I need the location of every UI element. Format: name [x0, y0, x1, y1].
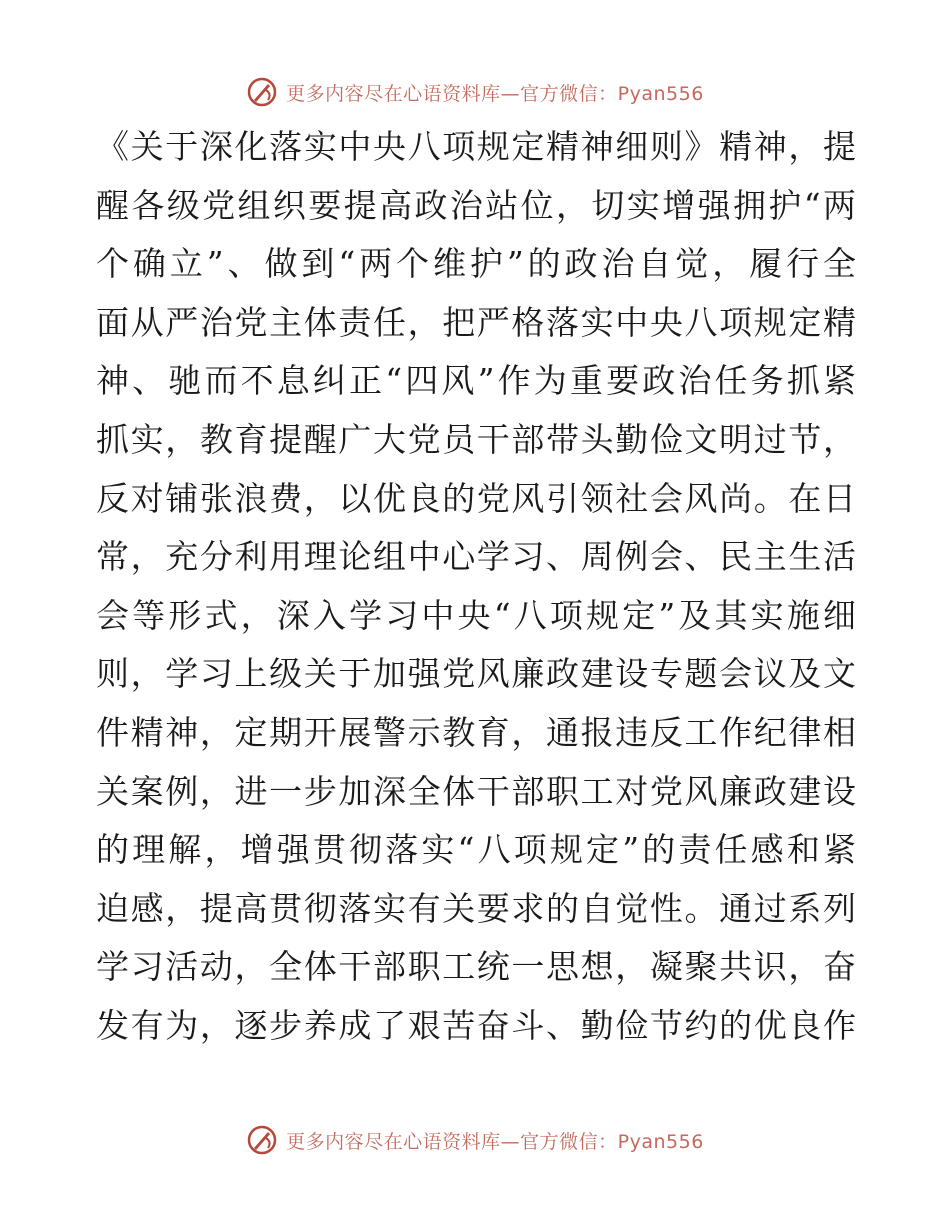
quill-logo-icon	[246, 76, 278, 108]
header-banner-text: 更多内容尽在心语资料库—官方微信：Pyan556	[286, 82, 704, 105]
body-line: 会等形式，深入学习中央“八项规定”及其实施细	[96, 595, 856, 635]
body-line: 神、驰而不息纠正“四风”作为重要政治任务抓紧	[96, 361, 856, 401]
page-header-banner	[0, 70, 950, 114]
body-line: 抓实，教育提醒广大党员干部带头勤俭文明过节，	[96, 419, 856, 459]
body-line: 件精神，定期开展警示教育，通报违反工作纪律相	[96, 712, 856, 752]
footer-banner-text: 更多内容尽在心语资料库—官方微信：Pyan556	[286, 1130, 704, 1153]
body-line: 常，充分利用理论组中心学习、周例会、民主生活	[96, 537, 856, 577]
body-line: 关案例，进一步加深全体干部职工对党风廉政建设	[96, 771, 856, 811]
body-line: 个确立”、做到“两个维护”的政治自觉，履行全	[96, 244, 856, 284]
page-footer-banner	[0, 1118, 950, 1162]
body-line: 则，学习上级关于加强党风廉政建设专题会议及文	[96, 654, 856, 694]
body-line: 发有为，逐步养成了艰苦奋斗、勤俭节约的优良作	[96, 1005, 856, 1045]
body-line: 面从严治党主体责任，把严格落实中央八项规定精	[96, 302, 856, 342]
body-line: 《关于深化落实中央八项规定精神细则》精神，提	[96, 127, 856, 166]
quill-logo-icon	[246, 1124, 278, 1156]
document-body	[96, 118, 856, 1056]
body-line: 反对铺张浪费，以优良的党风引领社会风尚。在日	[96, 478, 856, 518]
body-line: 迫感，提高贯彻落实有关要求的自觉性。通过系列	[96, 888, 856, 928]
body-line: 醒各级党组织要提高政治站位，切实增强拥护“两	[96, 185, 856, 225]
body-line: 的理解，增强贯彻落实“八项规定”的责任感和紧	[96, 830, 856, 870]
body-line: 学习活动，全体干部职工统一思想，凝聚共识，奋	[96, 947, 856, 987]
